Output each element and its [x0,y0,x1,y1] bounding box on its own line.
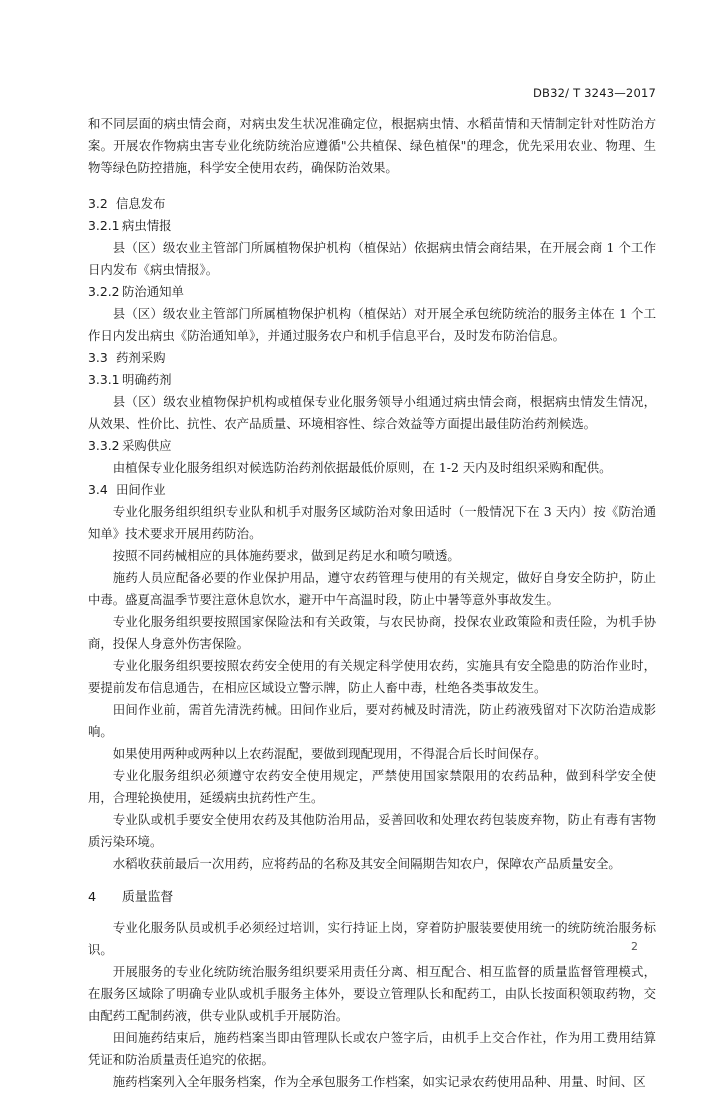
body-paragraph: 田间施药结束后，施药档案当即由管理队长或农户签字后，由机手上交合作社，作为用工费用结算凭证和防治质量责任追究的依据。 [88,1030,656,1067]
section-3-3-1-heading [88,369,656,391]
section-3-2-heading [88,193,656,215]
body-paragraph: 专业化服务组织要按照农药安全使用的有关规定科学使用农药，实施具有安全隐患的防治作业时，要提前发布信息通告，在相应区域设立警示牌，防止人畜中毒，杜绝各类事故发生。 [88,658,656,695]
section-3-3-heading [88,347,656,369]
section-3-3-2-text: 由植保专业化服务组织对候选防治药剂依据最低价原则，在 1-2 天内及时组织采购和配供。 [112,460,612,475]
body-paragraph: 专业化服务组织组织专业队和机手对服务区域防治对象田适时（一般情况下在 3 天内）按《防治通知单》技术要求开展用药防治。 [88,504,656,541]
body-paragraph: 水稻收获前最后一次用药，应将药品的名称及其安全间隔期告知农户，保障农产品质量安全。 [112,856,621,871]
section-number: 3.4 [88,482,108,497]
section-title: 病虫情报 [122,218,172,233]
section-3-3-1-text: 县（区）级农业植物保护机构或植保专业化服务领导小组通过病虫情会商，根据病虫情发生情况，从效果、性价比、抗性、农产品质量、环境相容性、综合效益等方面提出最佳防治药剂候选。 [88,394,656,431]
body-paragraph: 田间作业前，需首先清洗药械。田间作业后，要对药械及时清洗，防止药液残留对下次防治造成影响。 [88,702,656,739]
page-number: 2 [631,940,638,953]
page-content [88,113,656,1093]
section-4-heading [88,887,656,909]
section-number: 3.3.2 [88,438,120,453]
body-paragraph: 开展服务的专业化统防统治服务组织要采用责任分离、相互配合、相互监督的质量监督管理模式，在服务区域除了明确专业队或机手服务主体外，要设立管理队长和配药工，由队长按面积领取药物，交由配药工配制药液，供专业队或机手开展防治。 [88,964,656,1023]
body-paragraph: 专业化服务队员或机手必须经过培训，实行持证上岗，穿着防护服装要使用统一的统防统治服务标识。 [88,920,656,957]
section-title: 防治通知单 [122,284,184,299]
section-3-2-1-heading [88,215,656,237]
body-paragraph: 专业化服务组织要按照国家保险法和有关政策，与农民协商，投保农业政策险和责任险，为机手协商，投保人身意外伤害保险。 [88,614,656,651]
section-number: 3.2.2 [88,284,120,299]
body-paragraph: 如果使用两种或两种以上农药混配，要做到现配现用，不得混合后长时间保存。 [112,746,547,761]
section-title: 信息发布 [116,196,166,211]
section-number: 3.3 [88,350,108,365]
section-number: 3.2.1 [88,218,120,233]
intro-paragraph: 和不同层面的病虫情会商，对病虫发生状况准确定位，根据病虫情、水稻苗情和天情制定针对性防治方案。开展农作物病虫害专业化统防统治应遵循"公共植保、绿色植保"的理念，优先采用农业、物理、生物等绿色防控措施，科学安全使用农药，确保防治效果。 [88,116,656,175]
document-code: DB32/ T 3243—2017 [532,86,656,100]
section-number: 3.3.1 [88,372,120,387]
section-3-2-2-text: 县（区）级农业主管部门所属植物保护机构（植保站）对开展全承包统防统治的服务主体在 1 个工作日内发出病虫《防治通知单》，并通过服务农户和机手信息平台，及时发布防治信息。 [88,306,656,343]
body-paragraph: 施药档案列入全年服务档案，作为全承包服务工作档案，如实记录农药使用品种、用量、时间、区 [112,1074,646,1089]
body-paragraph: 施药人员应配备必要的作业保护用品，遵守农药管理与使用的有关规定，做好自身安全防护，防止中毒。盛夏高温季节要注意休息饮水，避开中午高温时段，防止中暑等意外事故发生。 [88,570,656,607]
section-3-3-2-heading [88,435,656,457]
body-paragraph: 按照不同药械相应的具体施药要求，做到足药足水和喷匀喷透。 [112,548,460,563]
section-3-2-1-text: 县（区）级农业主管部门所属植物保护机构（植保站）依据病虫情会商结果，在开展会商 1 个工作日内发布《病虫情报》。 [88,240,656,277]
section-3-2-2-heading [88,281,656,303]
section-3-4-heading [88,479,656,501]
section-title: 田间作业 [116,482,166,497]
section-number: 4 [88,890,97,905]
section-title: 明确药剂 [122,372,172,387]
body-paragraph: 专业化服务组织必须遵守农药安全使用规定，严禁使用国家禁限用的农药品种，做到科学安全使用，合理轮换使用，延缓病虫抗药性产生。 [88,768,656,805]
section-number: 3.2 [88,196,108,211]
section-title: 采购供应 [122,438,172,453]
body-paragraph: 专业队或机手要安全使用农药及其他防治用品，妥善回收和处理农药包装废弃物，防止有毒有害物质污染环境。 [88,812,656,849]
section-title: 药剂采购 [116,350,166,365]
section-title: 质量监督 [122,890,174,905]
